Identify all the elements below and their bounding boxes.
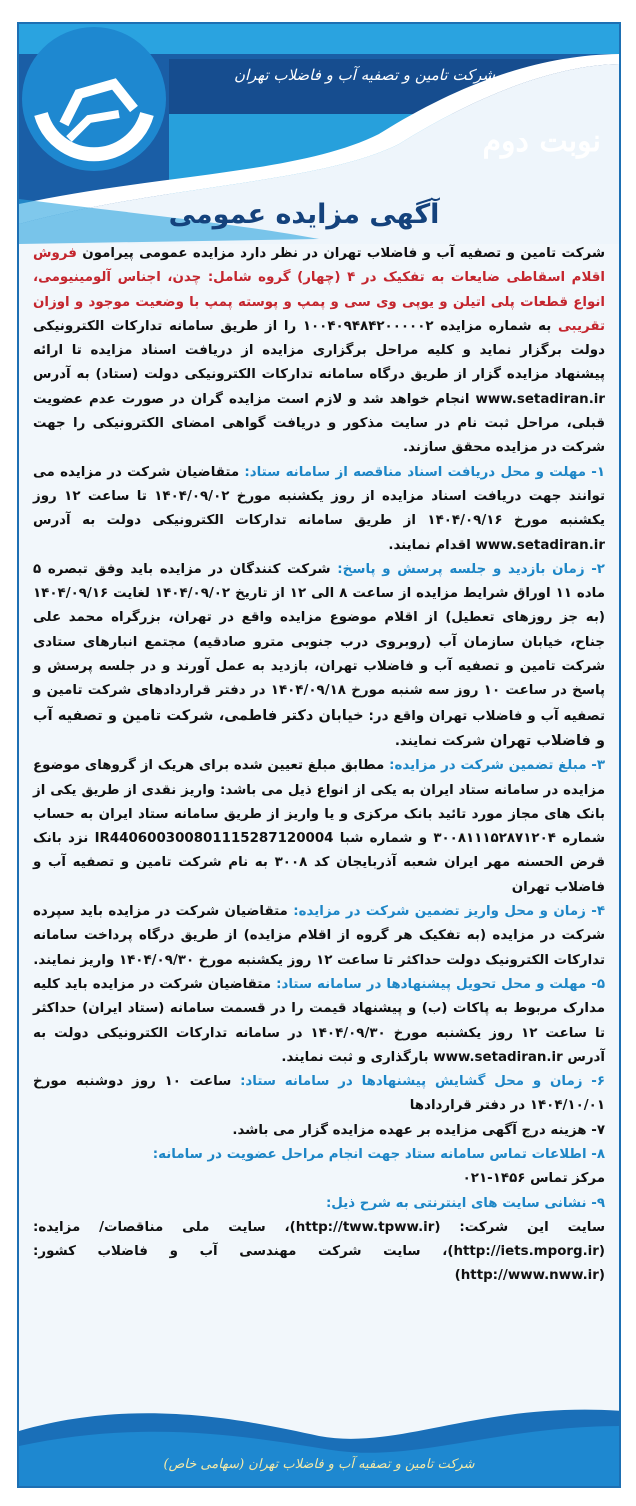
section-2: ۲- زمان بازدید و جلسه پرسش و پاسخ: شرکت کنندگان در مزایده باید وفق تبصره ۵ ماده ۱۱ اوراق شرایط مزایده از ساعت ۸ الی ۱۲ از تاریخ ۱۴۰۴/۰۹/۰۲ لغایت ۱۴۰۴/۰۹/۱۶ (به جز روزهای تعطیل) از اقلام موضوع مزایده واقع در تهران، بزرگراه محمد علی جناح، خیابان سازمان آب (روبروی درب جنوبی مترو صادقیه) مجتمع انبارهای ستادی شرکت تامین و تصفیه آب و فاضلاب تهران، بازدید به عمل آورند و در جلسه پرسش و پاسخ در ساعت ۱۰ روز سه شنبه مورخ ۱۴۰۴/۰۹/۱۸ در دفتر قراردادهای شرکت تامین و تصفیه آب و فاضلاب تهران واقع در: خیابان دکتر فاطمی، شرکت تامین و تصفیه آب و فاضلاب تهران شرکت نمایند. (33, 561, 606, 749)
section-7: ۷- هزینه درج آگهی مزایده بر عهده مزایده گزار می باشد. (232, 1122, 605, 1138)
page-title: آگهی مزایده عمومی (168, 199, 440, 230)
footer-company-name: شرکت تامین و تصفیه آب و فاضلاب تهران (سهامی خاص) (163, 1457, 475, 1472)
intro-paragraph: شرکت تامین و تصفیه آب و فاضلاب تهران در نظر دارد مزایده عمومی پیرامون فروش اقلام اسقاطی ضایعات به تفکیک در ۴ (چهار) گروه شامل: چدن، اجناس آلومینیومی، انواع قطعات پلی اتیلن و یوپی وی سی و پمپ و پوسته پمپ با وضعیت موجود و اوزان تقریبی به شماره مزایده ۱۰۰۴۰۹۴۸۴۲۰۰۰۰۰۲ را از طریق سامانه تدارکات الکترونیکی دولت برگزار نماید و کلیه مراحل برگزاری مزایده از دریافت اسناد مزایده تا ارائه پیشنهاد مزایده گزار از طریق درگاه سامانه تدارکات الکترونیکی دولت (ستاد) به آدرس www.setadiran.ir انجام خواهد شد و لازم است مزایده گران در صورت عدم عضویت قبلی، مراحل ثبت نام در سایت مذکور و دریافت گواهی امضای الکترونیکی را جهت شرکت در مزایده محقق سازند. (33, 246, 606, 456)
company-logo (19, 24, 169, 174)
company-name: شرکت تامین و تصفیه آب و فاضلاب تهران (234, 66, 496, 84)
section-heading: ۳- مبلغ تضمین شرکت در مزایده: (389, 758, 606, 774)
section-9 (33, 1192, 605, 1289)
section-4: ۴- زمان و محل واریز تضمین شرکت در مزایده: متقاضیان شرکت در مزایده باید سپرده شرکت در مزایده (به تفکیک هر گروه از اقلام مزایده) از طریق درگاه پرداخت سامانه تدارکات الکترونیک دولت حداکثر تا ساعت ۱۲ روز یکشنبه مورخ ۱۴۰۴/۰۹/۳۰ واریز نمایند. (33, 904, 605, 968)
section-heading: ۴- زمان و محل واریز تضمین شرکت در مزایده: (293, 904, 605, 920)
section-heading: ۵- مهلت و محل تحویل پیشنهادها در سامانه ستاد: (276, 976, 605, 992)
advertisement (17, 22, 621, 1488)
section-3: ۳- مبلغ تضمین شرکت در مزایده: مطابق مبلغ تعیین شده برای هریک از گروهای موضوع مزایده در سامانه ستاد ایران به یکی از انواع ذیل می باشد: واریز نقدی از طریق یکی از بانک های مجاز مورد تائید بانک مرکزی و یا واریز از طریق سامانه ستاد ایران به حساب شماره ۳۰۰۸۱۱۱۵۲۸۷۱۲۰۴ و شماره شبا IR440600300801115287120004 نزد بانک قرض الحسنه مهر ایران شعبه آذربایجان کد ۳۰۰۸ به نام شرکت تامین و تصفیه آب و فاضلاب تهران (33, 758, 606, 895)
section-heading: ۹- نشانی سایت های اینترنتی به شرح ذیل: (325, 1195, 605, 1211)
meeting-address: خیابان دکتر فاطمی، شرکت تامین و تصفیه آب و فاضلاب تهران (33, 707, 605, 749)
section-8 (33, 1143, 605, 1192)
header-banner (19, 24, 619, 244)
section-6: ۶- زمان و محل گشایش پیشنهادها در سامانه ستاد: ساعت ۱۰ روز دوشنبه مورخ ۱۴۰۴/۱۰/۰۱ در دفتر قراردادها (33, 1074, 605, 1114)
round-label: نوبت دوم (482, 124, 601, 159)
section-heading: ۲- زمان بازدید و جلسه پرسش و پاسخ: (337, 561, 605, 577)
section-heading: ۱- مهلت و محل دریافت اسناد مناقصه از سامانه ستاد: (244, 464, 605, 480)
section-heading: ۸- اطلاعات تماس سامانه ستاد جهت انجام مراحل عضویت در سامانه: (152, 1146, 605, 1162)
contact-center: مرکز تماس ۱۴۵۶-۰۲۱ (462, 1171, 605, 1187)
websites-list[interactable]: سایت این شرکت: (http://tww.tpww.ir)، سایت ملی مناقصات/ مزایده: (http://iets.mporg.ir)، سایت شرکت مهندسی آب و فاضلاب کشور: (http://www.nww.ir) (33, 1219, 605, 1284)
footer-banner (19, 1391, 619, 1486)
section-5: ۵- مهلت و محل تحویل پیشنهادها در سامانه ستاد: متقاضیان شرکت در مزایده باید کلیه مدارک مربوط به پاکات (ب) و پیشنهاد قیمت را در قسمت سامانه (ستاد ایران) حداکثر تا ساعت ۱۲ روز یکشنبه مورخ ۱۴۰۴/۰۹/۳۰ در سامانه تدارکات الکترونیکی دولت به آدرس www.setadiran.ir بارگذاری و ثبت نمایند. (33, 976, 606, 1065)
ad-body (33, 242, 605, 1289)
section-heading: ۶- زمان و محل گشایش پیشنهادها در سامانه ستاد: (240, 1074, 605, 1090)
setad-link[interactable]: www.setadiran.ir (475, 391, 605, 407)
items-highlight: فروش اقلام اسقاطی ضایعات به تفکیک در ۴ (چهار) گروه شامل: چدن، اجناس آلومینیومی، انواع قطعات پلی اتیلن و یوپی وی سی و پمپ و پوسته پمپ با وضعیت موجود و اوزان تقریبی (33, 246, 606, 334)
section-1: ۱- مهلت و محل دریافت اسناد مناقصه از سامانه ستاد: متقاضیان شرکت در مزایده می توانند جهت دریافت اسناد مزایده از روز یکشنبه مورخ ۱۴۰۴/۰۹/۰۲ تا ساعت ۱۲ روز یکشنبه مورخ ۱۴۰۴/۰۹/۱۶ از طریق سامانه تدارکات الکترونیکی دولت به آدرس www.setadiran.ir اقدام نمایند. (33, 464, 606, 553)
